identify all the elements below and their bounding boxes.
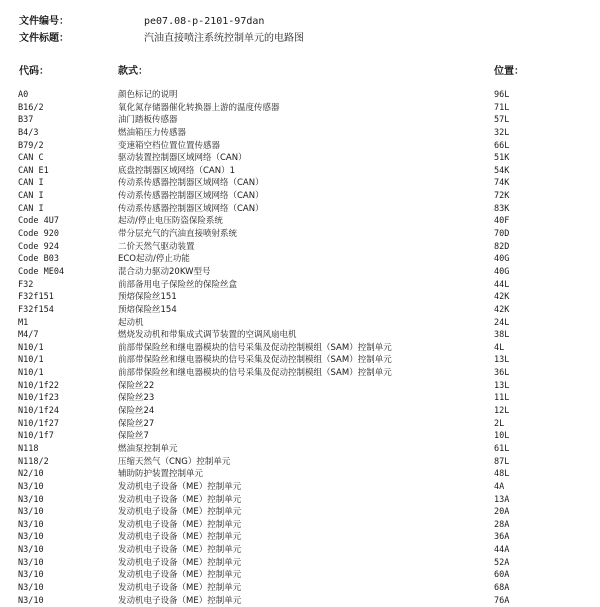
- doc-title-label: 文件标题：: [19, 33, 69, 44]
- list-item: [0, 506, 600, 519]
- component-description: 起动机: [118, 317, 144, 328]
- component-description: 燃油箱压力传感器: [118, 127, 187, 138]
- component-code: N3/10: [18, 481, 44, 492]
- component-position: 4A: [494, 481, 505, 492]
- component-description: 油门踏板传感器: [118, 115, 178, 126]
- component-position: 76A: [494, 595, 510, 606]
- list-item: [0, 140, 600, 153]
- component-code: Code B03: [18, 254, 59, 265]
- list-item: [0, 544, 600, 557]
- component-position: 96L: [494, 90, 510, 100]
- list-item: [0, 127, 600, 140]
- component-description: 保险丝24: [118, 406, 155, 417]
- component-position: 44L: [494, 279, 510, 290]
- component-description: 前部带保险丝和继电器模块的信号采集及促动控制模组（SAM）控制单元: [118, 368, 392, 379]
- component-code: M1: [18, 317, 29, 328]
- component-position: 44A: [494, 545, 510, 556]
- column-header-code: 代码：: [19, 66, 49, 77]
- component-code: N10/1: [18, 355, 44, 366]
- component-position: 36A: [494, 532, 510, 543]
- list-item: [0, 253, 600, 266]
- list-item: [0, 190, 600, 203]
- component-position: 70D: [494, 229, 510, 240]
- component-code: N3/10: [18, 595, 44, 606]
- component-description: 发动机电子设备（ME）控制单元: [118, 557, 242, 568]
- component-position: 87L: [494, 456, 510, 467]
- list-item: [0, 228, 600, 241]
- list-item: [0, 595, 600, 607]
- component-code: N3/10: [18, 557, 44, 568]
- component-description: 底盘控制器区域网络（CAN）1: [118, 165, 236, 176]
- component-code: N118/2: [18, 456, 49, 467]
- list-item: [0, 582, 600, 595]
- component-code: CAN I: [18, 191, 44, 202]
- list-item: [0, 569, 600, 582]
- component-position: 74K: [494, 178, 510, 189]
- list-item: [0, 443, 600, 456]
- list-item: [0, 380, 600, 393]
- list-item: [0, 203, 600, 216]
- doc-number-label: 文件编号：: [19, 16, 69, 27]
- component-description: 带分层充气的汽油直接喷射系统: [118, 229, 238, 240]
- component-description: 辅助防护装置控制单元: [118, 469, 204, 480]
- component-position: 13A: [494, 494, 510, 505]
- component-code: CAN E1: [18, 165, 49, 176]
- component-position: 20A: [494, 507, 510, 518]
- component-code: N3/10: [18, 545, 44, 556]
- list-item: [0, 430, 600, 443]
- component-code: Code 920: [18, 229, 59, 240]
- component-code: N3/10: [18, 494, 44, 505]
- list-item: [0, 241, 600, 254]
- component-description: 发动机电子设备（ME）控制单元: [118, 595, 242, 606]
- component-position: 40G: [494, 254, 510, 265]
- list-item: [0, 266, 600, 279]
- component-code: N10/1f23: [18, 393, 59, 404]
- list-item: [0, 304, 600, 317]
- component-position: 2L: [494, 418, 505, 429]
- doc-title-value: 汽油直接喷注系统控制单元的电路图: [144, 33, 304, 44]
- component-description: 变速箱空档位置位置传感器: [118, 140, 221, 151]
- component-code: N10/1f7: [18, 431, 54, 442]
- list-item: [0, 405, 600, 418]
- component-code: Code 924: [18, 241, 59, 252]
- component-description: 压缩天然气（CNG）控制单元: [118, 456, 231, 467]
- component-code: Code ME04: [18, 266, 65, 277]
- component-position: 10L: [494, 431, 510, 442]
- component-position: 12L: [494, 406, 510, 417]
- list-item: [0, 354, 600, 367]
- component-code: F32f151: [18, 292, 54, 303]
- component-description: 发动机电子设备（ME）控制单元: [118, 582, 242, 593]
- component-position: 40F: [494, 216, 510, 227]
- component-description: 发动机电子设备（ME）控制单元: [118, 481, 242, 492]
- component-code: F32: [18, 279, 34, 290]
- component-position: 24L: [494, 317, 510, 328]
- component-description: 二价天然气驱动装置: [118, 241, 195, 252]
- list-item: [0, 456, 600, 469]
- list-item: [0, 165, 600, 178]
- component-position: 13L: [494, 380, 510, 391]
- component-description: 传动系传感器控制器区域网络（CAN）: [118, 178, 264, 189]
- component-code: Code 4U7: [18, 216, 59, 227]
- component-code: N3/10: [18, 519, 44, 530]
- component-position: 36L: [494, 368, 510, 379]
- component-code: B37: [18, 115, 34, 126]
- list-item: [0, 392, 600, 405]
- component-description: 保险丝27: [118, 418, 155, 429]
- component-code: N10/1: [18, 342, 44, 353]
- component-position: 48L: [494, 469, 510, 480]
- component-code: N10/1f27: [18, 418, 59, 429]
- component-description: 混合动力驱动20KW型号: [118, 266, 211, 277]
- component-description: 起动/停止电压防盗保险系统: [118, 216, 223, 227]
- list-item: [0, 531, 600, 544]
- list-item: [0, 418, 600, 431]
- component-position: 83K: [494, 203, 510, 214]
- component-position: 82D: [494, 241, 510, 252]
- list-item: [0, 557, 600, 570]
- component-description: 保险丝22: [118, 380, 155, 391]
- component-description: ECO起动/停止功能: [118, 254, 190, 265]
- component-position: 71L: [494, 102, 510, 113]
- component-position: 72K: [494, 191, 510, 202]
- list-item: [0, 367, 600, 380]
- list-item: [0, 291, 600, 304]
- component-code: N2/10: [18, 469, 44, 480]
- component-code: CAN C: [18, 153, 44, 164]
- component-code: N3/10: [18, 582, 44, 593]
- component-position: 52A: [494, 557, 510, 568]
- component-position: 66L: [494, 140, 510, 151]
- component-description: 发动机电子设备（ME）控制单元: [118, 519, 242, 530]
- list-item: [0, 519, 600, 532]
- list-item: [0, 317, 600, 330]
- doc-number-value: pe07.08-p-2101-97dan: [144, 16, 265, 27]
- component-description: 预熔保险丝154: [118, 304, 177, 315]
- component-position: 61L: [494, 443, 510, 454]
- component-position: 42K: [494, 292, 510, 303]
- component-position: 11L: [494, 393, 510, 404]
- component-code: N10/1: [18, 368, 44, 379]
- component-description: 预熔保险丝151: [118, 292, 177, 303]
- component-code: CAN I: [18, 178, 44, 189]
- list-item: [0, 481, 600, 494]
- component-code: N3/10: [18, 532, 44, 543]
- component-description: 氧化氮存储器催化转换器上游的温度传感器: [118, 102, 280, 113]
- component-position: 51K: [494, 153, 510, 164]
- component-position: 38L: [494, 330, 510, 341]
- list-item: [0, 114, 600, 127]
- list-item: [0, 329, 600, 342]
- list-item: [0, 342, 600, 355]
- component-position: 32L: [494, 127, 510, 138]
- component-code: B4/3: [18, 127, 39, 138]
- component-position: 40G: [494, 266, 510, 277]
- component-code: N10/1f22: [18, 380, 59, 391]
- component-list: [0, 89, 600, 607]
- list-item: [0, 279, 600, 292]
- component-description: 燃烧发动机和带集成式调节装置的空调风扇电机: [118, 330, 297, 341]
- list-item: [0, 215, 600, 228]
- component-description: 传动系传感器控制器区域网络（CAN）: [118, 203, 264, 214]
- component-description: 颜色标记的说明: [118, 90, 178, 100]
- component-code: A0: [18, 90, 29, 100]
- list-item: [0, 102, 600, 115]
- component-position: 68A: [494, 582, 510, 593]
- component-description: 发动机电子设备（ME）控制单元: [118, 532, 242, 543]
- list-item: [0, 468, 600, 481]
- component-description: 发动机电子设备（ME）控制单元: [118, 570, 242, 581]
- component-position: 13L: [494, 355, 510, 366]
- component-code: F32f154: [18, 304, 54, 315]
- component-position: 28A: [494, 519, 510, 530]
- component-code: N118: [18, 443, 39, 454]
- component-description: 燃油泵控制单元: [118, 443, 178, 454]
- component-description: 发动机电子设备（ME）控制单元: [118, 494, 242, 505]
- component-code: B16/2: [18, 102, 44, 113]
- list-item: [0, 177, 600, 190]
- component-position: 57L: [494, 115, 510, 126]
- component-description: 驱动装置控制器区域网络（CAN）: [118, 153, 247, 164]
- list-item: [0, 494, 600, 507]
- component-description: 前部带保险丝和继电器模块的信号采集及促动控制模组（SAM）控制单元: [118, 342, 392, 353]
- component-code: N3/10: [18, 507, 44, 518]
- component-code: CAN I: [18, 203, 44, 214]
- component-code: B79/2: [18, 140, 44, 151]
- component-description: 发动机电子设备（ME）控制单元: [118, 545, 242, 556]
- component-code: M4/7: [18, 330, 39, 341]
- component-position: 42K: [494, 304, 510, 315]
- column-header-position: 位置：: [494, 66, 524, 77]
- component-position: 4L: [494, 342, 505, 353]
- component-position: 60A: [494, 570, 510, 581]
- component-position: 54K: [494, 165, 510, 176]
- component-code: N3/10: [18, 570, 44, 581]
- list-item: [0, 152, 600, 165]
- component-description: 传动系传感器控制器区域网络（CAN）: [118, 191, 264, 202]
- component-description: 前部带保险丝和继电器模块的信号采集及促动控制模组（SAM）控制单元: [118, 355, 392, 366]
- component-code: N10/1f24: [18, 406, 59, 417]
- component-description: 保险丝7: [118, 431, 149, 442]
- list-item: [0, 89, 600, 102]
- component-description: 发动机电子设备（ME）控制单元: [118, 507, 242, 518]
- column-header-model: 款式：: [118, 66, 148, 77]
- component-description: 前部备用电子保险丝的保险丝盒: [118, 279, 238, 290]
- component-description: 保险丝23: [118, 393, 155, 404]
